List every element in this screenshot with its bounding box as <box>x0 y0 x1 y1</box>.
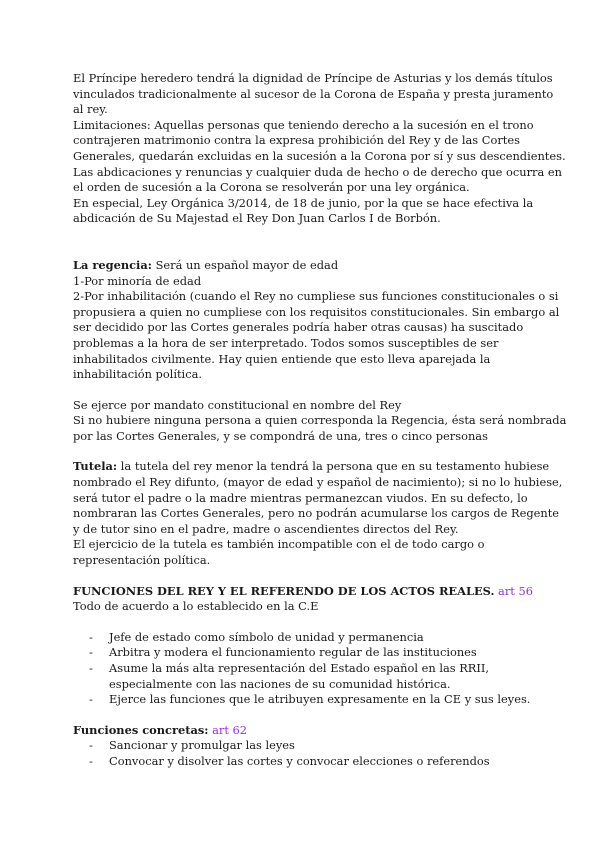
list-item: - Sancionar y promulgar las leyes <box>73 738 533 754</box>
regencia-first-line: Será un español mayor de edad <box>151 257 339 272</box>
list-item: - Arbitra y modera el funcionamiento regular de las instituciones <box>73 645 533 661</box>
intro-line: Generales, quedarán excluidas en la sucesión a la Corona por sí y sus descendientes. <box>73 148 566 163</box>
tutela-line: será tutor el padre o la madre mientras permanezcan viudos. En su defecto, lo <box>73 490 528 505</box>
concretas-heading: Funciones concretas: <box>73 722 209 737</box>
funciones-intro: Todo de acuerdo a lo establecido en la C.E <box>73 599 319 614</box>
intro-line: abdicación de Su Majestad el Rey Don Juan Carlos I de Borbón. <box>73 211 441 226</box>
regencia-line: inhabilitación política. <box>73 367 202 382</box>
tutela-line: y de tutor sino en el padre, madre o ascendientes directos del Rey. <box>73 521 459 536</box>
regencia-line: ser decidido por las Cortes generales podría haber otras causas) ha suscitado <box>73 320 524 335</box>
regencia-line: problemas a la hora de ser interpretado. Todos somos susceptibles de ser <box>73 335 499 350</box>
list-item: - Convocar y disolver las cortes y convocar elecciones o referendos <box>73 754 533 770</box>
regencia-line: Se ejerce por mandato constitucional en nombre del Rey <box>73 397 402 412</box>
intro-line: contrajeren matrimonio contra la expresa prohibición del Rey y de las Cortes <box>73 133 520 148</box>
list-item: - Jefe de estado como símbolo de unidad y permanencia <box>73 630 533 646</box>
intro-section <box>73 71 566 227</box>
art-62-link[interactable]: art 62 <box>212 722 248 737</box>
intro-line: al rey. <box>73 102 108 117</box>
intro-line: vinculados tradicionalmente al sucesor de la Corona de España y presta juramento <box>73 86 554 101</box>
concretas-section <box>73 723 533 770</box>
intro-line: el orden de sucesión a la Corona se resolverán por una ley orgánica. <box>73 180 470 195</box>
regencia-line: 2-Por inhabilitación (cuando el Rey no cumpliese sus funciones constitucionales o si <box>73 289 559 304</box>
funciones-heading: FUNCIONES DEL REY Y EL REFERENDO DE LOS ACTOS REALES. <box>73 583 495 598</box>
funciones-list <box>73 630 533 708</box>
list-item: - Ejerce las funciones que le atribuyen expresamente en la CE y sus leyes. <box>73 692 533 708</box>
tutela-line: El ejercicio de la tutela es también incompatible con el de todo cargo o <box>73 537 485 552</box>
funciones-section <box>73 584 533 708</box>
regencia-heading: La regencia: <box>73 257 152 272</box>
regencia-line: por las Cortes Generales, y se compondrá de una, tres o cinco personas <box>73 428 488 443</box>
regencia-line: Si no hubiere ninguna persona a quien corresponda la Regencia, ésta será nombrada <box>73 413 567 428</box>
intro-line: En especial, Ley Orgánica 3/2014, de 18 de junio, por la que se hace efectiva la <box>73 195 534 210</box>
tutela-first-line: la tutela del rey menor la tendrá la persona que en su testamento hubiese <box>117 459 550 474</box>
tutela-section <box>73 459 563 568</box>
regencia-line: 1-Por minoría de edad <box>73 273 202 288</box>
tutela-line: representación política. <box>73 553 211 568</box>
list-item: - Asume la más alta representación del Estado español en las RRII, especialmente con las naciones de su comunidad histórica. <box>73 661 533 692</box>
regencia-line: inhabilitados civilmente. Hay quien entiende que esto lleva aparejada la <box>73 351 491 366</box>
concretas-list <box>73 738 533 769</box>
intro-line: Limitaciones: Aquellas personas que teniendo derecho a la sucesión en el trono <box>73 117 534 132</box>
tutela-line: nombraran las Cortes Generales, pero no podrán acumularse los cargos de Regente <box>73 506 560 521</box>
tutela-line: nombrado el Rey difunto, (mayor de edad y español de nacimiento); si no lo hubiese, <box>73 475 563 490</box>
regencia-line: propusiera a quien no cumpliese con los requisitos constitucionales. Sin embargo al <box>73 304 560 319</box>
intro-line: Las abdicaciones y renuncias y cualquier duda de hecho o de derecho que ocurra en <box>73 164 562 179</box>
intro-line: El Príncipe heredero tendrá la dignidad de Príncipe de Asturias y los demás títulos <box>73 71 553 85</box>
document-page <box>73 71 567 770</box>
regencia-section <box>73 257 567 445</box>
art-56-link[interactable]: art 56 <box>498 583 533 598</box>
tutela-heading: Tutela: <box>73 459 118 474</box>
